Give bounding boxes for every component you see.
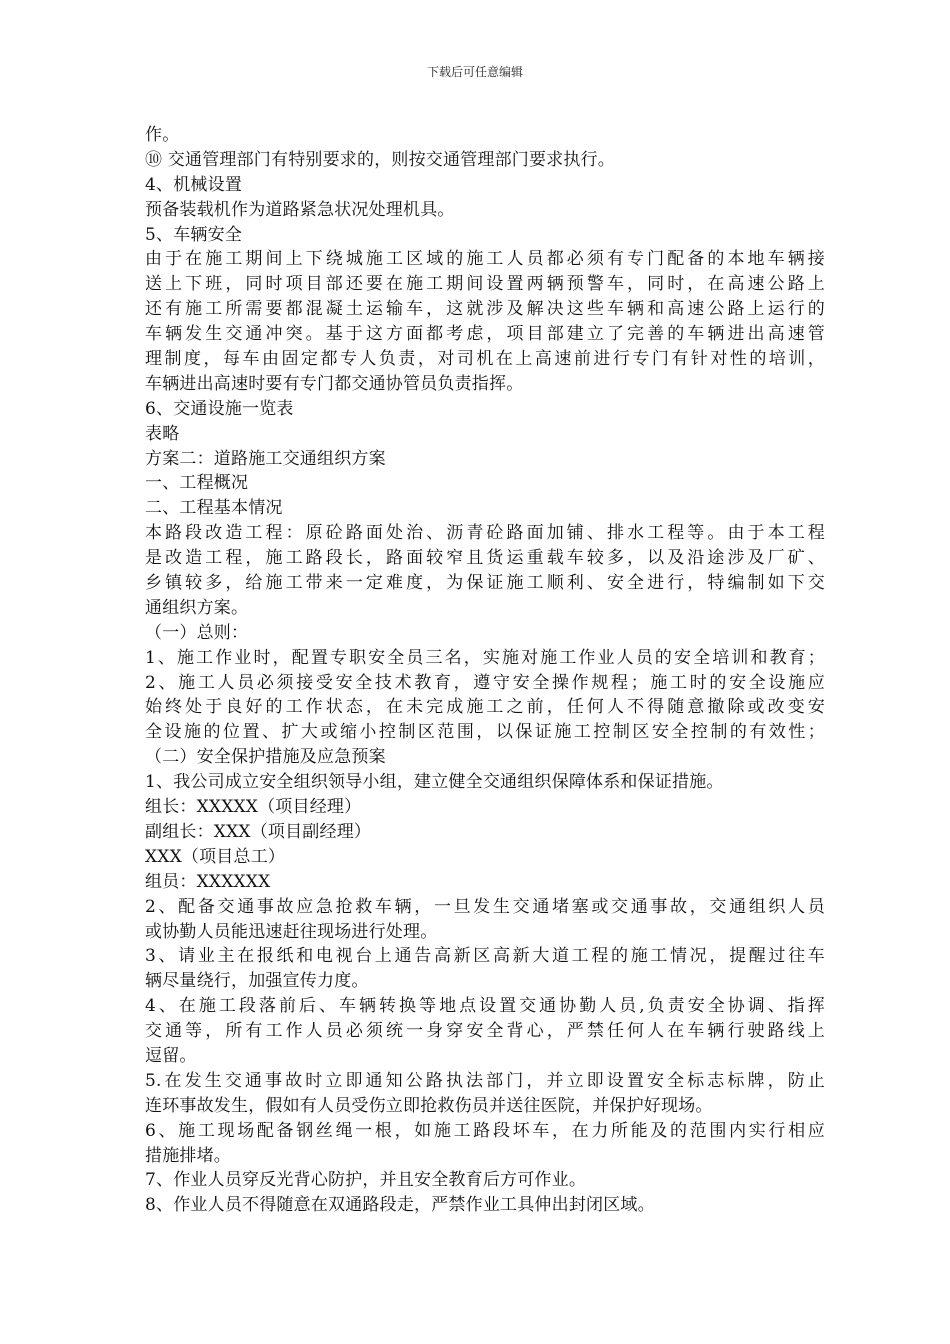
- text-line: 二、工程基本情况: [145, 498, 283, 519]
- text-line: 3、请业主在报纸和电视台上通告高新区高新大道工程的施工情况，提醒过往车: [145, 946, 825, 967]
- text-line: 送上下班，同时项目部还要在施工期间设置两辆预警车，同时，在高速公路上: [145, 274, 825, 295]
- text-line: 是改造工程，施工路段长，路面较窄且货运重载车较多，以及沿途涉及厂矿、: [145, 548, 825, 569]
- text-line: 预备装载机作为道路紧急状况处理机具。: [145, 199, 455, 220]
- text-line: 逗留。: [145, 1045, 197, 1066]
- text-line: 措施排堵。: [145, 1145, 231, 1166]
- text-line: 始终处于良好的工作状态，在未完成施工之前，任何人不得随意撤除或改变安: [145, 697, 825, 718]
- text-line: （二）安全保护措施及应急预案: [145, 747, 386, 768]
- text-line: 2、配备交通事故应急抢救车辆，一旦发生交通堵塞或交通事故，交通组织人员: [145, 896, 825, 917]
- text-line: 表略: [145, 423, 180, 444]
- text-line: 8、作业人员不得随意在双通路段走，严禁作业工具伸出封闭区域。: [145, 1195, 655, 1216]
- text-line: 6、交通设施一览表: [145, 398, 294, 419]
- text-line: 1、施工作业时，配置专职安全员三名，实施对施工作业人员的安全培训和教育；: [145, 647, 825, 668]
- text-line: 交通等，所有工作人员必须统一身穿安全背心，严禁任何人在车辆行驶路线上: [145, 1021, 825, 1042]
- text-line: 车辆发生交通冲突。基于这方面都考虑，项目部建立了完善的车辆进出高速管: [145, 324, 825, 345]
- text-line: 副组长：XXX（项目副经理）: [145, 821, 372, 842]
- text-line: 全设施的位置、扩大或缩小控制区范围，以保证施工控制区安全控制的有效性；: [145, 722, 825, 743]
- text-line: 组员：XXXXXX: [145, 871, 271, 892]
- text-line: 组长：XXXXX（项目经理）: [145, 797, 362, 818]
- document-body: [145, 123, 825, 1218]
- text-line: 由于在施工期间上下绕城施工区域的施工人员都必须有专门配备的本地车辆接: [145, 249, 825, 270]
- text-line: 乡镇较多，给施工带来一定难度，为保证施工顺利、安全进行，特编制如下交: [145, 573, 825, 594]
- text-line: 6、施工现场配备钢丝绳一根，如施工路段坏车，在力所能及的范围内实行相应: [145, 1120, 825, 1141]
- text-line: 车辆进出高速时要有专门都交通协管员负责指挥。: [145, 373, 524, 394]
- text-line: XXX（项目总工）: [145, 846, 286, 867]
- text-line: 方案二：道路施工交通组织方案: [145, 448, 386, 469]
- text-line: 5.在发生交通事故时立即通知公路执法部门，并立即设置安全标志标牌，防止: [145, 1070, 825, 1091]
- text-line: 作。: [145, 125, 180, 145]
- text-line: 一、工程概况: [145, 473, 249, 494]
- text-line: 通组织方案。: [145, 597, 249, 618]
- text-line: 4、在施工段落前后、车辆转换等地点设置交通协勤人员,负责安全协调、指挥: [145, 996, 825, 1017]
- text-line: 2、施工人员必须接受安全技术教育，遵守安全操作规程；施工时的安全设施应: [145, 672, 825, 693]
- text-line: 1、我公司成立安全组织领导小组，建立健全交通组织保障体系和保证措施。: [145, 772, 724, 793]
- text-line: 7、作业人员穿反光背心防护，并且安全教育后方可作业。: [145, 1170, 587, 1191]
- text-line: 还有施工所需要都混凝土运输车，这就涉及解决这些车辆和高速公路上运行的: [145, 299, 825, 320]
- text-line: 本路段改造工程：原砼路面处治、沥青砼路面加铺、排水工程等。由于本工程: [145, 523, 825, 544]
- text-line: 5、车辆安全: [145, 224, 243, 245]
- text-line: 理制度，每车由固定都专人负责，对司机在上高速前进行专门有针对性的培训，: [145, 349, 825, 370]
- text-line: （一）总则：: [145, 622, 249, 643]
- text-line: 或协勤人员能迅速赶往现场进行处理。: [145, 921, 438, 942]
- text-line: 辆尽量绕行，加强宣传力度。: [145, 971, 369, 992]
- text-line: ⑩ 交通管理部门有特别要求的，则按交通管理部门要求执行。: [145, 149, 616, 170]
- text-line: 4、机械设置: [145, 174, 243, 195]
- text-line: 连环事故发生，假如有人员受伤立即抢救伤员并送往医院，并保护好现场。: [145, 1095, 713, 1116]
- page-header: 下载后可任意编辑: [426, 65, 523, 79]
